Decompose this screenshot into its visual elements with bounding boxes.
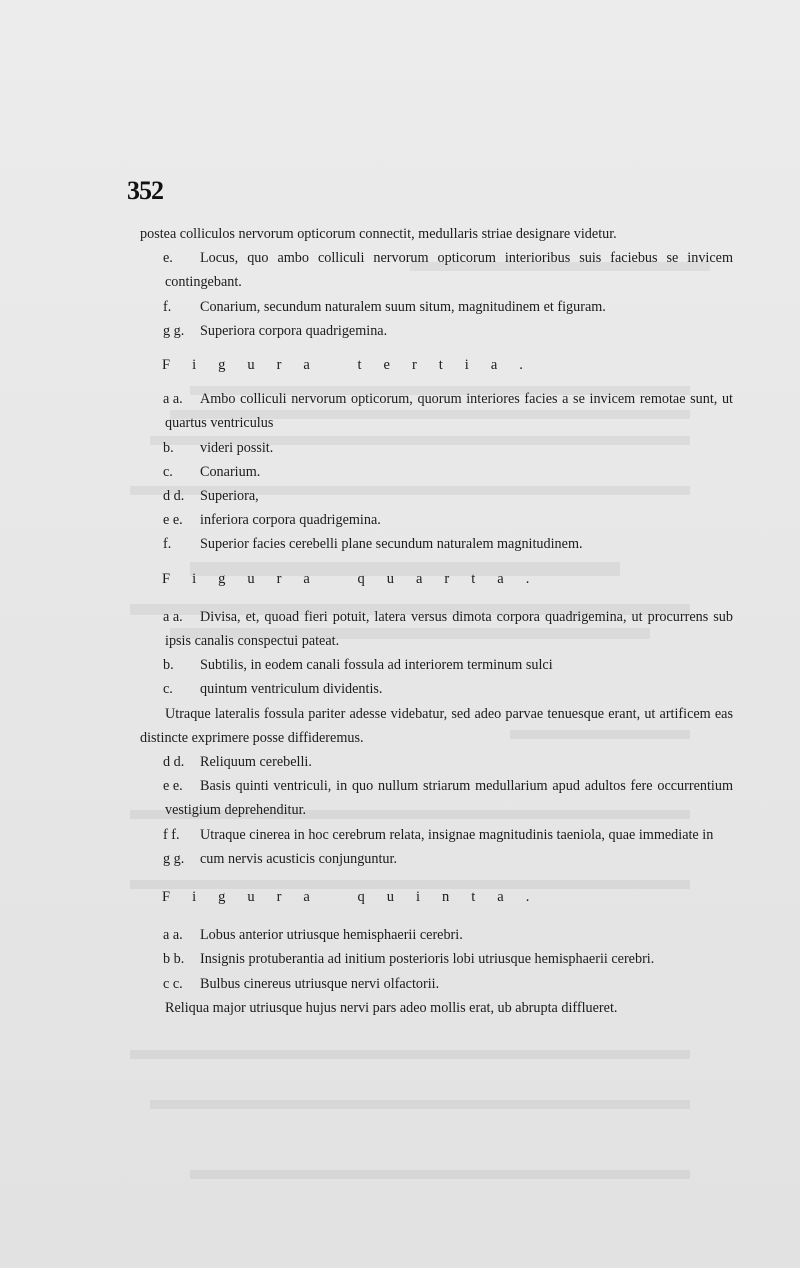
list-item xyxy=(140,387,733,435)
list-item xyxy=(140,823,733,847)
list-item xyxy=(140,774,733,822)
item-text: Superiora, xyxy=(200,488,259,505)
item-text: quintum ventriculum dividentis. xyxy=(200,681,383,698)
list-item xyxy=(140,436,733,460)
item-label: c. xyxy=(163,463,173,480)
item-text: inferiora corpora quadrigemina. xyxy=(200,512,381,529)
item-label: d d. xyxy=(163,488,185,505)
item-text: Divisa, et, quoad fieri potuit, latera versus dimota corpora quadrigemina, ut procurrens sub ipsis canalis conspectui pateat. xyxy=(165,608,733,650)
item-label: e. xyxy=(163,250,173,267)
item-label: f. xyxy=(163,298,172,315)
item-label: g g. xyxy=(163,850,185,867)
list-item xyxy=(140,508,733,532)
item-label: a a. xyxy=(163,391,183,408)
list-item xyxy=(140,947,733,971)
list-item xyxy=(140,750,733,774)
item-text: Bulbus cinereus utriusque nervi olfactorii. xyxy=(200,975,440,992)
item-text: Superiora corpora quadrigemina. xyxy=(200,322,388,339)
item-label: c. xyxy=(163,681,173,698)
list-item xyxy=(140,605,733,653)
item-text: cum nervis acusticis conjunguntur. xyxy=(200,850,398,867)
list-item xyxy=(140,460,733,484)
section-heading: Figura quinta. xyxy=(162,889,552,906)
list-item xyxy=(140,319,733,343)
item-label: d d. xyxy=(163,754,185,771)
list-item xyxy=(140,972,733,996)
page-number: 352 xyxy=(127,176,163,205)
list-item xyxy=(140,484,733,508)
item-label: b b. xyxy=(163,951,185,968)
section-heading: Figura tertia. xyxy=(162,357,545,374)
item-text: Utraque cinerea in hoc cerebrum relata, insignae magnitudinis taeniola, quae immediate in xyxy=(200,826,714,843)
item-text: Locus, quo ambo colliculi nervorum opticorum interioribus suis faciebus se invicem contingebant. xyxy=(165,250,733,291)
item-label: a a. xyxy=(163,927,183,944)
item-label: b. xyxy=(163,657,174,674)
item-text: Basis quinti ventriculi, in quo nullum striarum medullarium apud adultos fere occurrentium vestigium deprehenditur. xyxy=(165,778,733,819)
item-text: Ambo colliculi nervorum opticorum, quorum interiores facies a se invicem remotae sunt, ut quartus ventriculus xyxy=(165,391,733,432)
paragraph: postea colliculos nervorum opticorum connectit, medullaris striae designare videtur. xyxy=(140,226,617,242)
item-text: Lobus anterior utriusque hemisphaerii cerebri. xyxy=(200,927,463,944)
list-item xyxy=(140,847,733,871)
item-label: a a. xyxy=(163,608,183,625)
item-text: Superior facies cerebelli plane secundum naturalem magnitudinem. xyxy=(200,536,583,553)
list-item xyxy=(140,677,733,701)
paragraph: Utraque lateralis fossula pariter adesse videbatur, sed adeo parvae tenuesque erant, ut artificem eas distincte exprimere posse diffideremus. xyxy=(140,705,733,746)
item-text: Subtilis, in eodem canali fossula ad interiorem terminum sulci xyxy=(200,657,553,674)
paragraph: Reliqua major utriusque hujus nervi pars adeo mollis erat, ub abrupta difflueret. xyxy=(165,999,618,1016)
item-text: Conarium, secundum naturalem suum situm, magnitudinem et figuram. xyxy=(200,298,606,315)
item-label: c c. xyxy=(163,975,183,992)
item-label: f f. xyxy=(163,826,180,843)
list-item xyxy=(140,653,733,677)
item-text: Conarium. xyxy=(200,463,261,480)
section-heading: Figura quarta. xyxy=(162,570,552,587)
item-label: e e. xyxy=(163,512,183,529)
item-text: videri possit. xyxy=(200,439,274,456)
list-item xyxy=(140,246,733,294)
item-text: Insignis protuberantia ad initium posterioris lobi utriusque hemisphaerii cerebri. xyxy=(200,951,655,968)
list-item xyxy=(140,295,733,319)
list-item xyxy=(140,923,733,947)
item-label: f. xyxy=(163,536,172,553)
item-label: e e. xyxy=(163,778,183,795)
page-body xyxy=(140,222,733,1020)
item-label: b. xyxy=(163,439,174,456)
item-label: g g. xyxy=(163,322,185,339)
list-item xyxy=(140,532,733,556)
item-text: Reliquum cerebelli. xyxy=(200,754,312,771)
